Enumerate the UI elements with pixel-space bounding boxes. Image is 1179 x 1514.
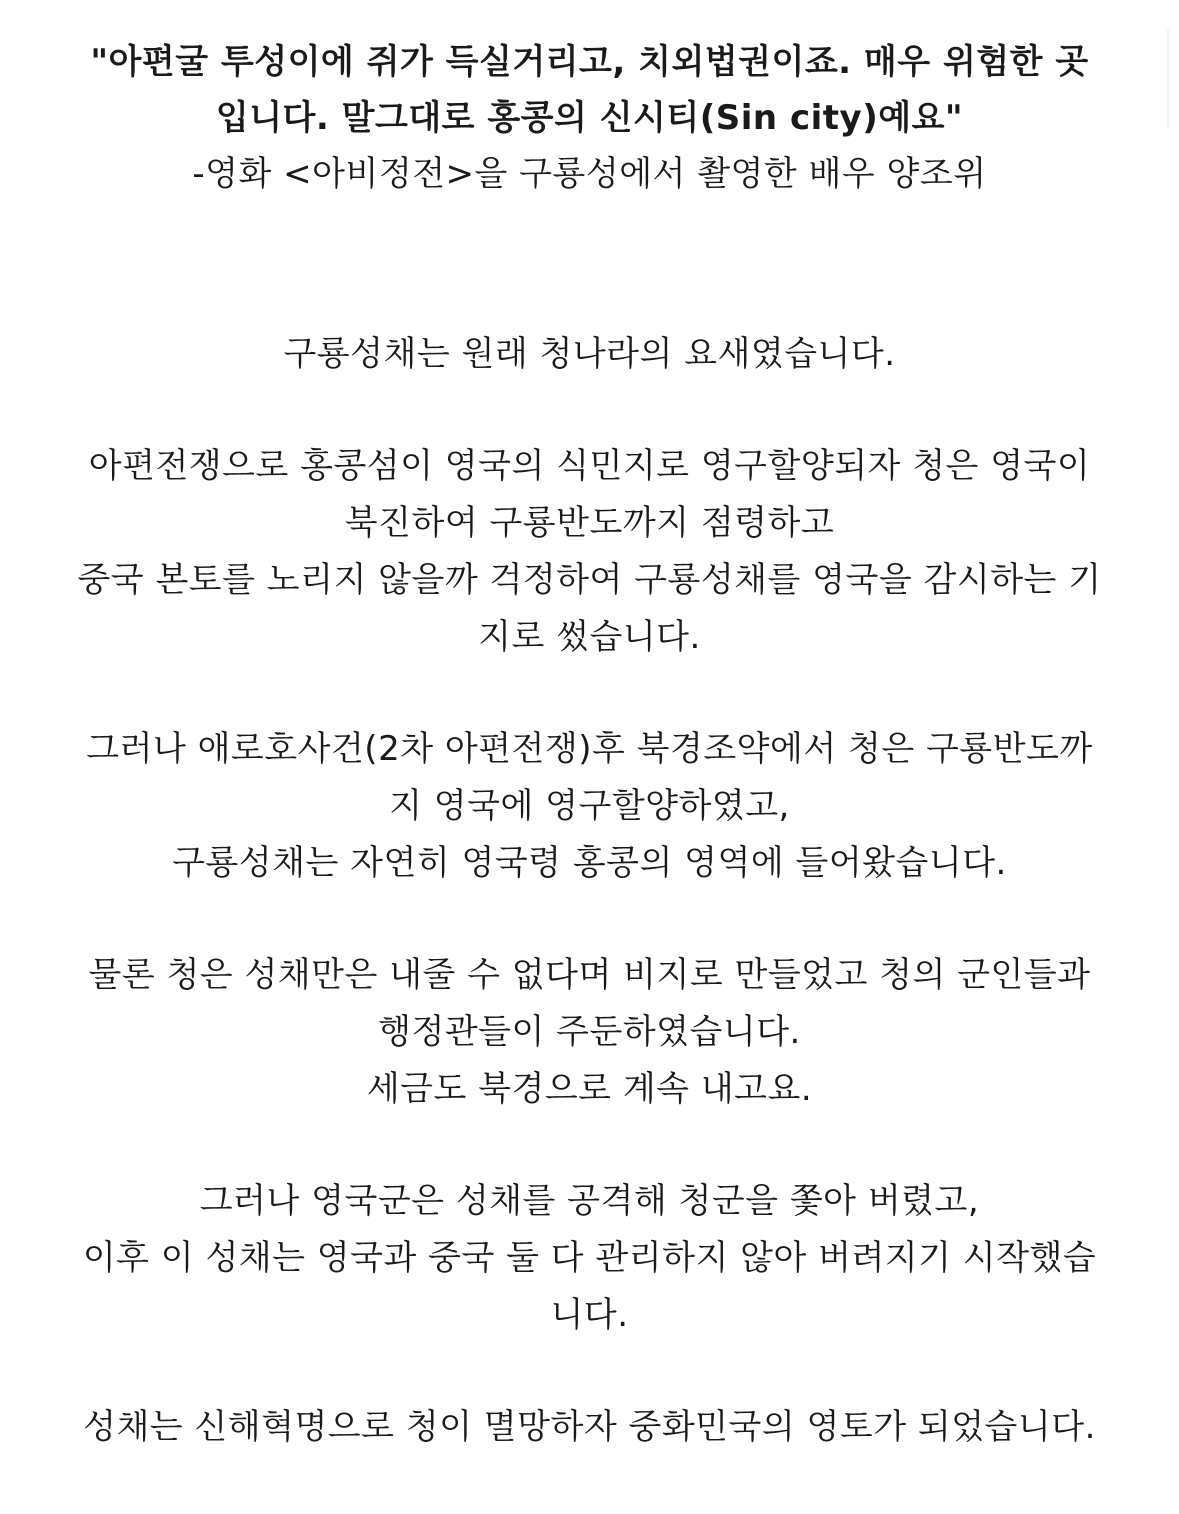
paragraph-line: 그러나 애로호사건(2차 아편전쟁)후 북경조약에서 청은 구룡반도까 (86, 729, 1093, 769)
paragraph-enclave (40, 947, 1139, 1118)
paragraph-origin (40, 326, 1139, 383)
paragraph-line: 성채는 신해혁명으로 청이 멸망하자 중화민국의 영토가 되었습니다. (83, 1407, 1096, 1447)
quote-text (40, 34, 1139, 146)
paragraph-line: 구룡성채는 자연히 영국령 홍콩의 영역에 들어왔습니다. (172, 843, 1007, 883)
paragraph-line: 북진하여 구룡반도까지 점령하고 (344, 503, 835, 543)
paragraph-line: 이후 이 성채는 영국과 중국 둘 다 관리하지 않아 버려지기 시작했습 (82, 1238, 1097, 1278)
quote-attribution: -영화 <아비정전>을 구룡성에서 촬영한 배우 양조위 (192, 154, 987, 194)
quote-line: "아편굴 투성이에 쥐가 득실거리고, 치외법권이죠. 매우 위험한 곳 (90, 42, 1089, 82)
paragraph-line: 행정관들이 주둔하였습니다. (378, 1012, 801, 1052)
paragraph-line: 세금도 북경으로 계속 내고요. (366, 1069, 813, 1109)
paragraph-line: 니다. (550, 1295, 629, 1335)
paragraph-roc (40, 1399, 1139, 1456)
paragraph-opium-war (40, 438, 1139, 666)
page-edge-shadow (1167, 28, 1169, 128)
quote-line: 입니다. 말그대로 홍콩의 신시티(Sin city)예요" (215, 98, 964, 138)
paragraph-line: 구룡성채는 원래 청나라의 요새였습니다. (283, 334, 896, 374)
article-body (40, 0, 1139, 1456)
paragraph-abandonment (40, 1173, 1139, 1344)
quote-block (40, 0, 1139, 202)
paragraph-arrow-incident (40, 721, 1139, 892)
paragraph-line: 물론 청은 성채만은 내줄 수 없다며 비지로 만들었고 청의 군인들과 (88, 955, 1091, 995)
paragraph-line: 그러나 영국군은 성채를 공격해 청군을 쫓아 버렸고, (199, 1181, 980, 1221)
paragraph-line: 지로 썼습니다. (478, 617, 701, 657)
paragraph-line: 중국 본토를 노리지 않을까 걱정하여 구룡성채를 영국을 감시하는 기 (77, 560, 1102, 600)
paragraph-line: 아편전쟁으로 홍콩섬이 영국의 식민지로 영구할양되자 청은 영국이 (88, 446, 1091, 486)
paragraph-line: 지 영국에 영구할양하였고, (389, 786, 790, 826)
